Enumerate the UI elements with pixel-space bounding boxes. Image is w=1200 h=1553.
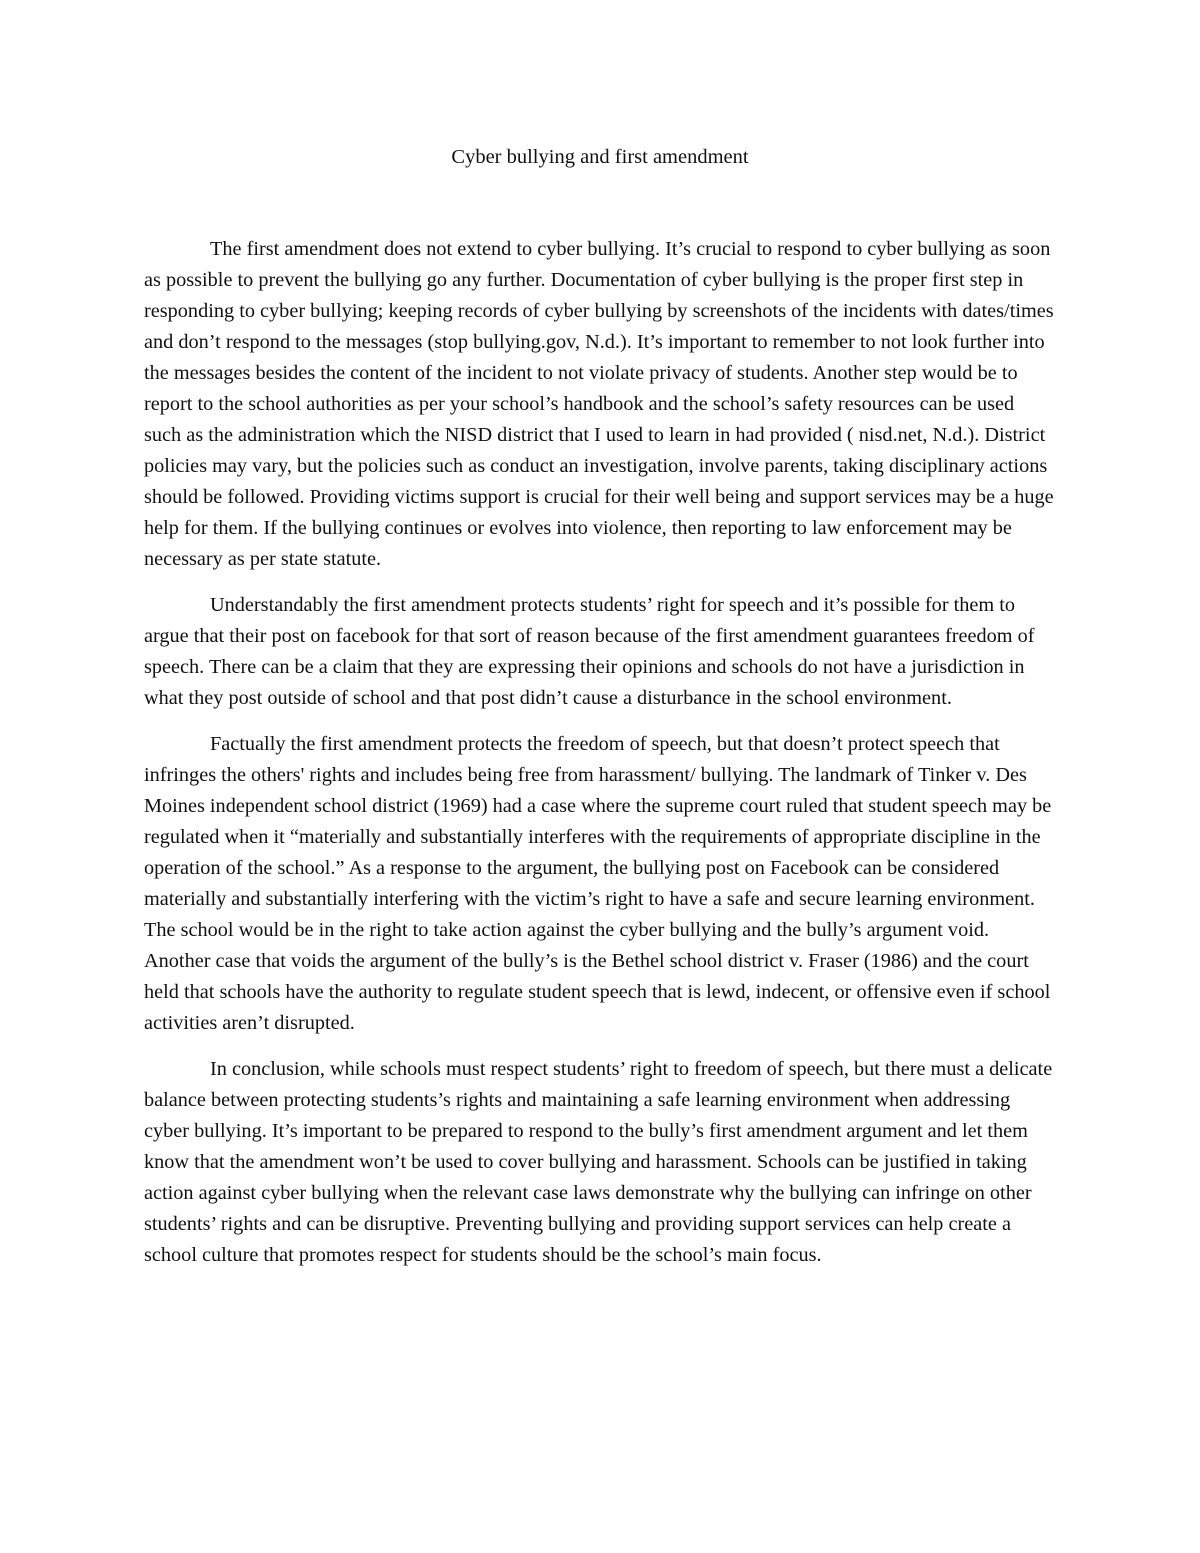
document-body	[144, 234, 1056, 1286]
document-title: Cyber bullying and first amendment	[451, 146, 749, 168]
paragraph-1: The first amendment does not extend to cyber bullying. It’s crucial to respond to cyber bullying as soon as possible to prevent the bullying go any further. Documentation of cyber bullying is the proper first step in responding to cyber bullying; keeping records of cyber bullying by screenshots of the incidents with dates/times and don’t respond to the messages (stop bullying.gov, N.d.). It’s important to remember to not look further into the messages besides the content of the incident to not violate privacy of students. Another step would be to report to the school authorities as per your school’s handbook and the school’s safety resources can be used such as the administration which the NISD district that I used to learn in had provided ( nisd.net, N.d.). District policies may vary, but the policies such as conduct an investigation, involve parents, taking disciplinary actions should be followed. Providing victims support is crucial for their well being and support services may be a huge help for them. If the bullying continues or evolves into violence, then reporting to law enforcement may be necessary as per state statute.	[144, 238, 1054, 570]
paragraph-4: In conclusion, while schools must respect students’ right to freedom of speech, but there must a delicate balance between protecting students’s rights and maintaining a safe learning environment when addressing cyber bullying. It’s important to be prepared to respond to the bully’s first amendment argument and let them know that the amendment won’t be used to cover bullying and harassment. Schools can be justified in taking action against cyber bullying when the relevant case laws demonstrate why the bullying can infringe on other students’ rights and can be disruptive. Preventing bullying and providing support services can help create a school culture that promotes respect for students should be the school’s main focus.	[144, 1058, 1053, 1266]
paragraph-2: Understandably the first amendment protects students’ right for speech and it’s possible for them to argue that their post on facebook for that sort of reason because of the first amendment guarantees freedom of speech. There can be a claim that they are expressing their opinions and schools do not have a jurisdiction in what they post outside of school and that post didn’t cause a disturbance in the school environment.	[144, 594, 1035, 709]
paragraph-3: Factually the first amendment protects the freedom of speech, but that doesn’t protect speech that infringes the others' rights and includes being free from harassment/ bullying. The landmark of Tinker v. Des Moines independent school district (1969) had a case where the supreme court ruled that student speech may be regulated when it “materially and substantially interferes with the requirements of appropriate discipline in the operation of the school.” As a response to the argument, the bullying post on Facebook can be considered materially and substantially interfering with the victim’s right to have a safe and secure learning environment. The school would be in the right to take action against the cyber bullying and the bully’s argument void. Another case that voids the argument of the bully’s is the Bethel school district v. Fraser (1986) and the court held that schools have the authority to regulate student speech that is lewd, indecent, or offensive even if school activities aren’t disrupted.	[144, 733, 1052, 1034]
